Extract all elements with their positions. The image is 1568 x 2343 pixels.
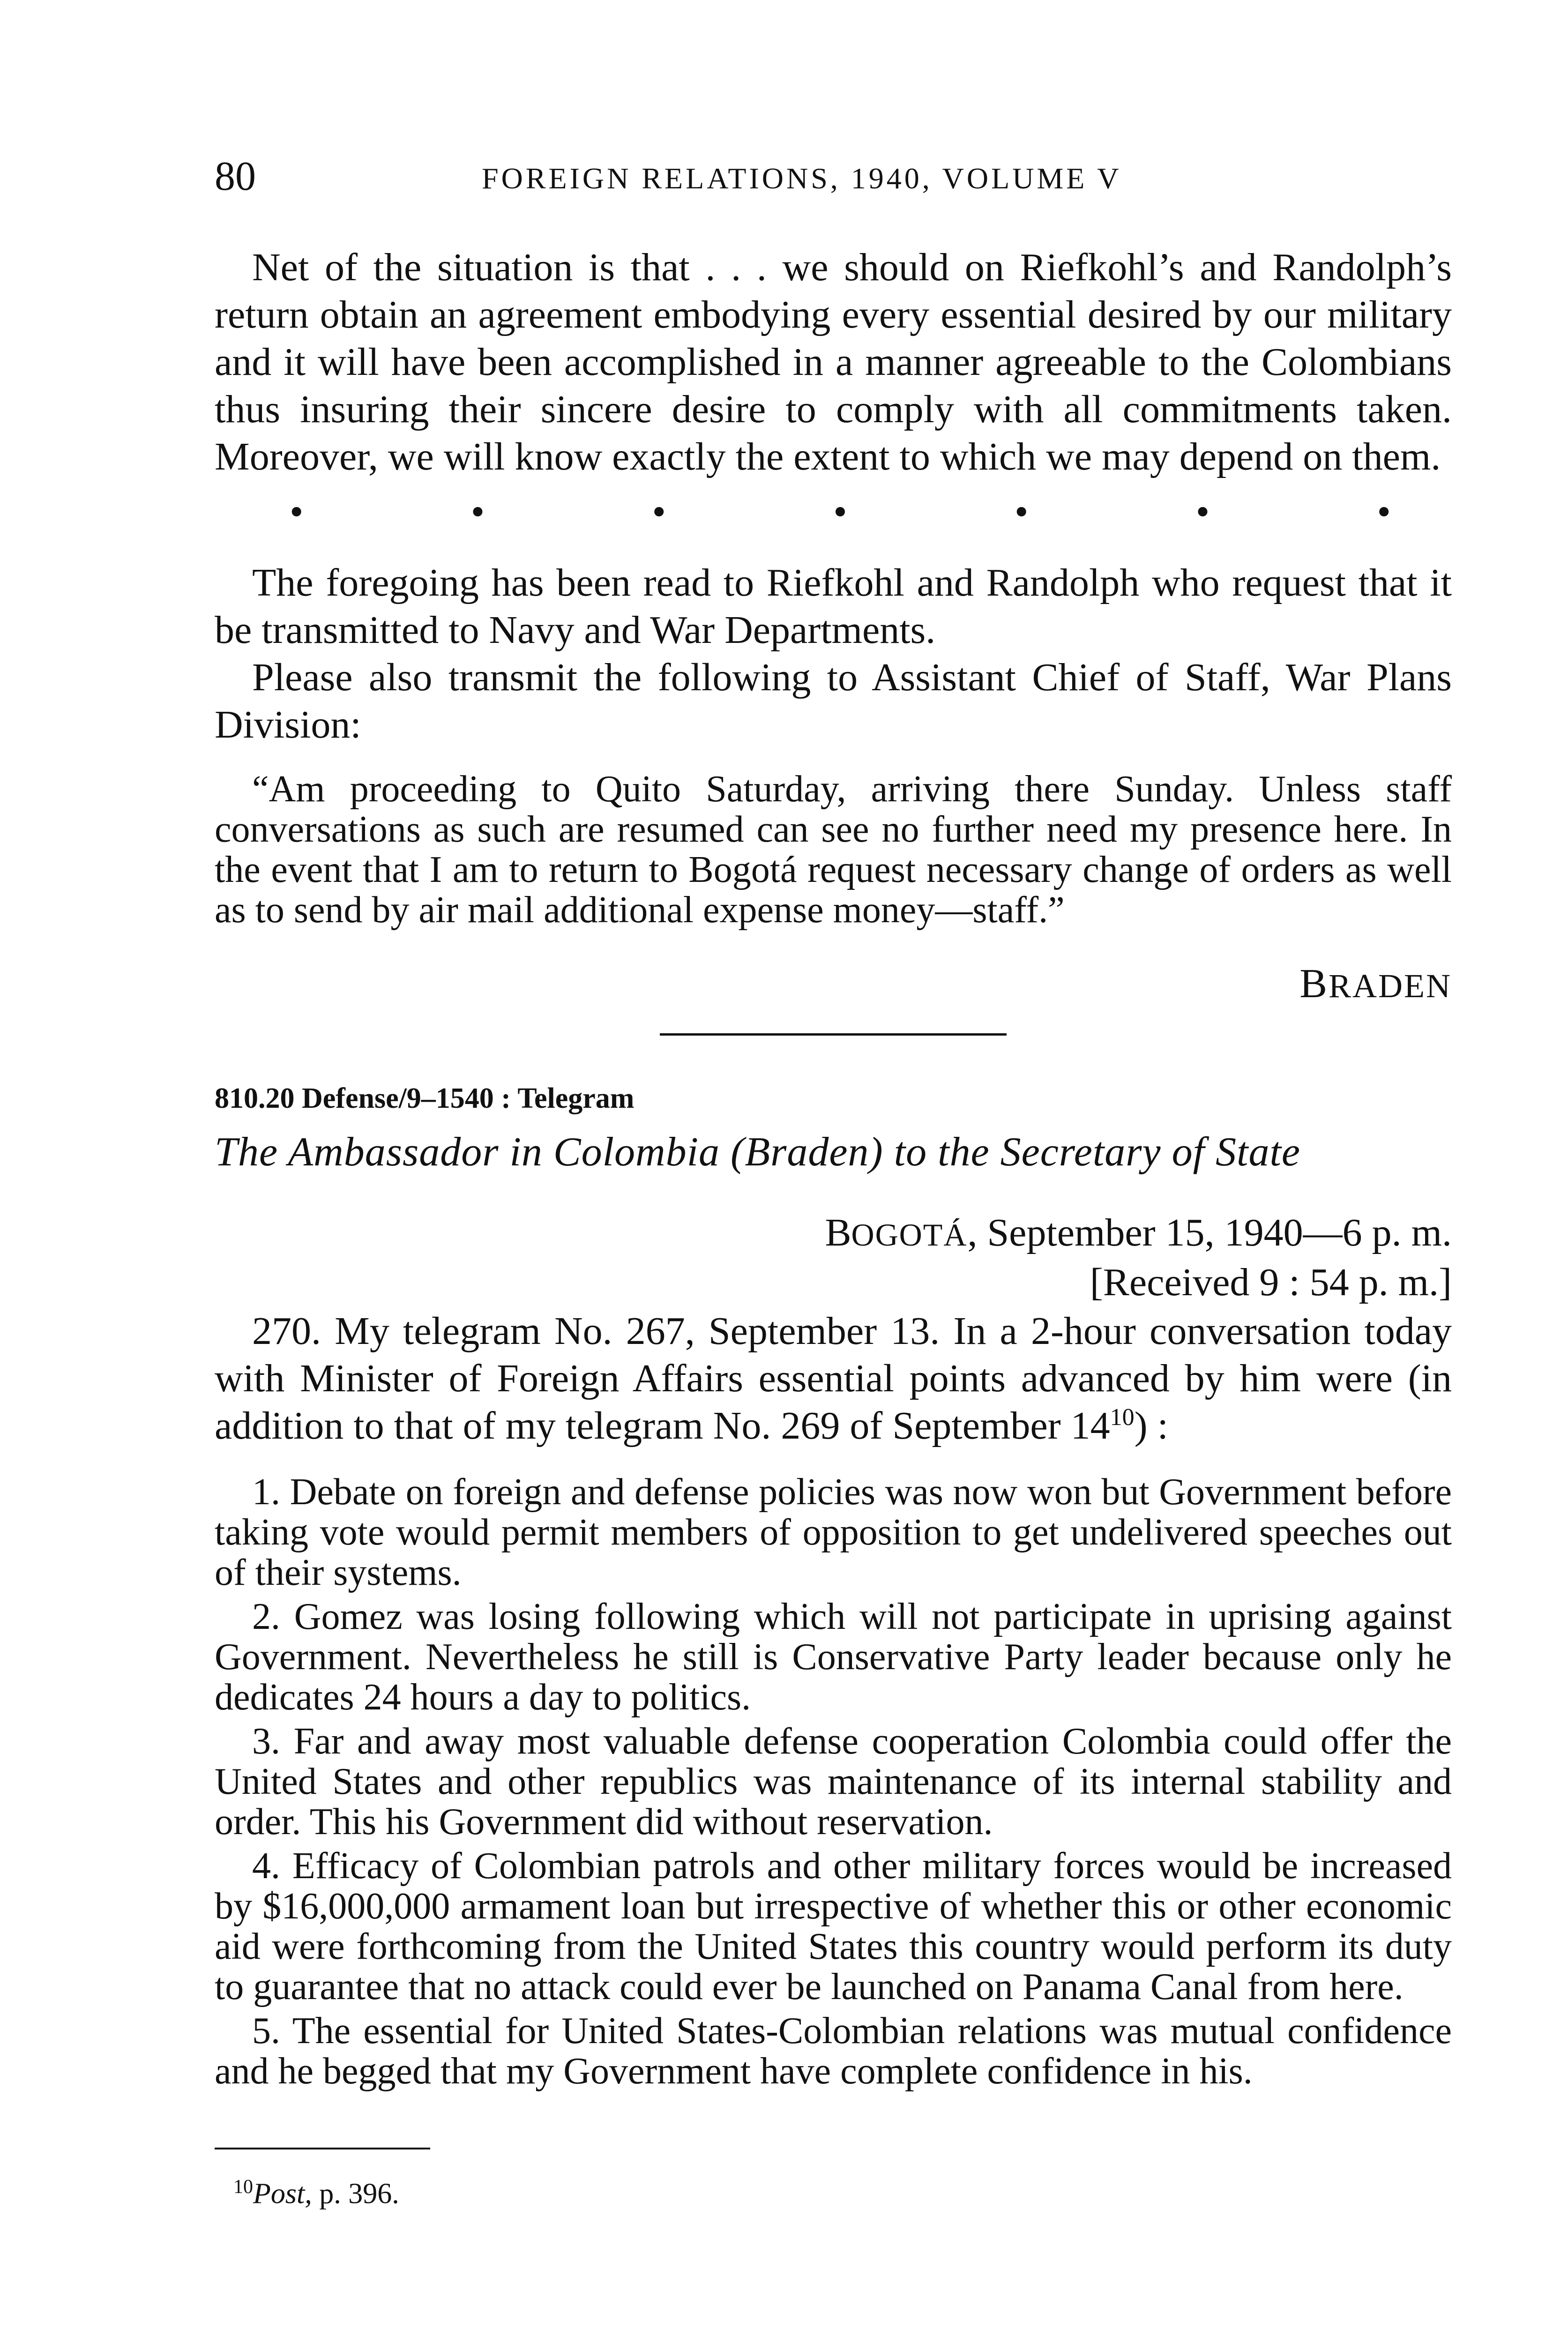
footnote-divider [215, 2148, 430, 2149]
numbered-point: 2. Gomez was losing following which will not participate in uprising against Government. Nevertheless he still is Conservative Party leader because only he dedicates 24 hours a day to politics. [215, 1596, 1452, 1718]
ellipsis-dot: • [1377, 490, 1391, 534]
continuation-paragraph: Net of the situation is that . . . we should on Riefkohl’s and Randolph’s return obtain an agreement embodying every essential desired by our military and it will have been accomplished in a manner agreeable to the Colombians thus insuring their sincere desire to comply with all commitments taken. Moreover, we will know exactly the extent to which we may depend on them. [215, 246, 1452, 478]
quoted-message: “Am proceeding to Quito Saturday, arriving there Sunday. Unless staff conversations as such are resumed can see no further need my presence here. In the event that I am to return to Bogotá request necessary change of orders as well as to send by air mail additional expense money—staff.” [215, 769, 1452, 931]
page-number: 80 [215, 154, 256, 199]
numbered-point: 1. Debate on foreign and defense policies was now won but Government before taking vote would permit members of opposition to get undelivered speeches out of their systems. [215, 1471, 1452, 1593]
ellipsis-dot: • [833, 490, 847, 534]
dateline [215, 1209, 1452, 1259]
numbered-point: 4. Efficacy of Colombian patrols and other military forces would be increased by $16,000,000 armament loan but irrespective of whether this or other economic aid were forthcoming from the United States this country would perform its duty to guarantee that no attack could ever be launched on Panama Canal from here. [215, 1845, 1452, 2007]
signature-initial: B [1299, 961, 1329, 1007]
document-title: The Ambassador in Colombia (Braden) to the Secretary of State [215, 1129, 1300, 1175]
page-content [215, 244, 1452, 2213]
opening-text: 270. My telegram No. 267, September 13. In a 2-hour conversation today with Minister of Foreign Affairs essential points advanced by him were (in addition to that of my telegram No. 269 of September 14 [215, 1309, 1452, 1448]
dateline-date: , September 15, 1940—6 p. m. [967, 1211, 1452, 1254]
received-time: [Received 9 : 54 p. m.] [1090, 1261, 1452, 1304]
running-head [215, 151, 1452, 202]
request-paragraph: Please also transmit the following to Assistant Chief of Staff, War Plans Division: [215, 656, 1452, 746]
dateline-place-rest: OGOTÁ [851, 1217, 968, 1253]
ellipsis-dot: • [290, 490, 304, 534]
signature [215, 963, 1452, 1007]
telegram-opening [215, 1307, 1452, 1449]
footnote [215, 2168, 1452, 2213]
footnote-source: Post, [253, 2178, 312, 2210]
signature-rest: RADEN [1329, 967, 1452, 1005]
footnote-page: p. 396. [312, 2178, 399, 2210]
ellipsis-dot: • [470, 490, 485, 534]
ellipsis-row [215, 492, 1452, 532]
ellipsis-dot: • [652, 490, 666, 534]
dateline-place-initial: B [825, 1211, 851, 1254]
section-divider [660, 1033, 1007, 1036]
footnote-number: 10 [233, 2176, 253, 2198]
ellipsis-dot: • [1015, 490, 1029, 534]
opening-end: ) : [1134, 1404, 1168, 1448]
footnote-reference: 10 [1110, 1404, 1135, 1431]
ellipsis-dot: • [1195, 490, 1210, 534]
numbered-point: 5. The essential for United States-Colombian relations was mutual confidence and he begged that my Government have complete confidence in his. [215, 2010, 1452, 2092]
file-reference: 810.20 Defense/9–1540 : Telegram [215, 1082, 635, 1114]
numbered-point: 3. Far and away most valuable defense cooperation Colombia could offer the United States and other republics was maintenance of its internal stability and order. This his Government did without reservation. [215, 1721, 1452, 1843]
running-title: FOREIGN RELATIONS, 1940, VOLUME V [482, 162, 1122, 195]
transmittal-paragraph: The foregoing has been read to Riefkohl and Randolph who request that it be transmitted to Navy and War Departments. [215, 561, 1452, 652]
